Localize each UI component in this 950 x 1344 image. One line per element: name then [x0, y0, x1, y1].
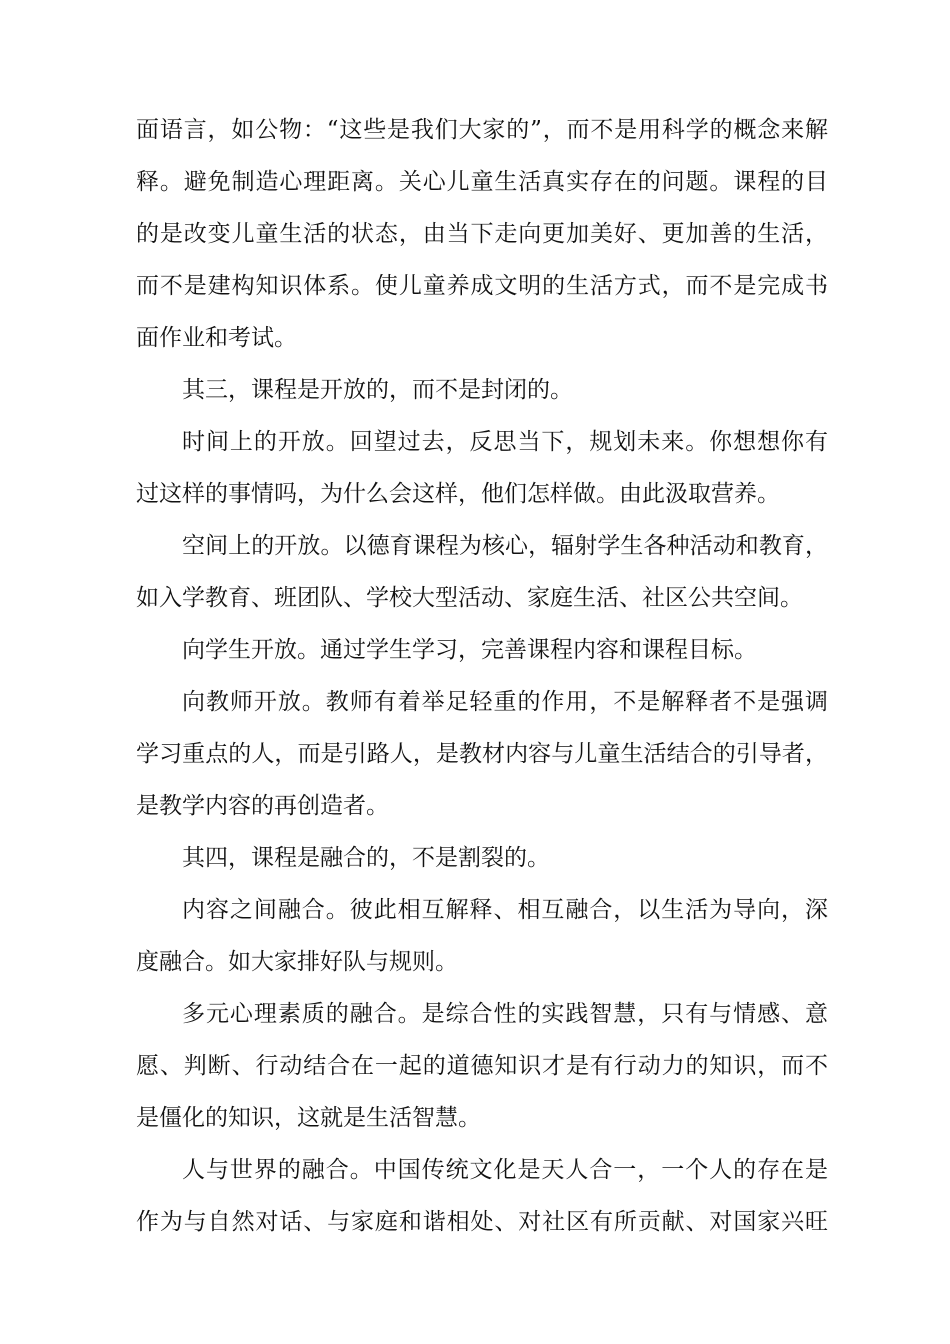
text-line: 作为与自然对话、与家庭和谐相处、对社区有所贡献、对国家兴旺: [136, 1209, 828, 1235]
text-line: 面语言，如公物：“这些是我们大家的”，而不是用科学的概念来解: [136, 117, 828, 143]
text-line: 多元心理素质的融合。是综合性的实践智慧，只有与情感、意: [182, 1001, 828, 1027]
paragraph: [136, 1144, 828, 1248]
text-line: 的是改变儿童生活的状态，由当下走向更加美好、更加善的生活，: [136, 221, 828, 247]
section-heading-line: 其四，课程是融合的，不是割裂的。: [182, 845, 550, 871]
text-line: 向学生开放。通过学生学习，完善课程内容和课程目标。: [182, 637, 757, 663]
paragraph: [136, 520, 828, 624]
text-line: 释。避免制造心理距离。关心儿童生活真实存在的问题。课程的目: [136, 169, 828, 195]
paragraph: [136, 988, 828, 1144]
paragraph: [136, 832, 828, 884]
paragraph: [136, 676, 828, 832]
text-line: 如入学教育、班团队、学校大型活动、家庭生活、社区公共空间。: [136, 585, 803, 611]
text-line: 是僵化的知识，这就是生活智慧。: [136, 1105, 481, 1131]
text-line: 向教师开放。教师有着举足轻重的作用，不是解释者不是强调: [182, 689, 828, 715]
text-line: 是教学内容的再创造者。: [136, 793, 389, 819]
paragraph: [136, 416, 828, 520]
paragraph: [136, 104, 828, 364]
text-line: 愿、判断、行动结合在一起的道德知识才是有行动力的知识，而不: [136, 1053, 828, 1079]
paragraph: [136, 884, 828, 988]
text-line: 人与世界的融合。中国传统文化是天人合一，一个人的存在是: [182, 1157, 828, 1183]
document-body: [136, 104, 828, 1248]
paragraph: [136, 364, 828, 416]
text-line: 面作业和考试。: [136, 325, 297, 351]
text-line: 内容之间融合。彼此相互解释、相互融合，以生活为导向，深: [182, 897, 828, 923]
section-heading-line: 其三，课程是开放的，而不是封闭的。: [182, 377, 573, 403]
text-line: 时间上的开放。回望过去，反思当下，规划未来。你想想你有: [182, 429, 828, 455]
paragraph: [136, 624, 828, 676]
text-line: 空间上的开放。以德育课程为核心，辐射学生各种活动和教育，: [182, 533, 828, 559]
text-line: 度融合。如大家排好队与规则。: [136, 949, 458, 975]
text-line: 而不是建构知识体系。使儿童养成文明的生活方式，而不是完成书: [136, 273, 828, 299]
text-line: 过这样的事情吗，为什么会这样，他们怎样做。由此汲取营养。: [136, 481, 780, 507]
text-line: 学习重点的人，而是引路人，是教材内容与儿童生活结合的引导者，: [136, 741, 828, 767]
